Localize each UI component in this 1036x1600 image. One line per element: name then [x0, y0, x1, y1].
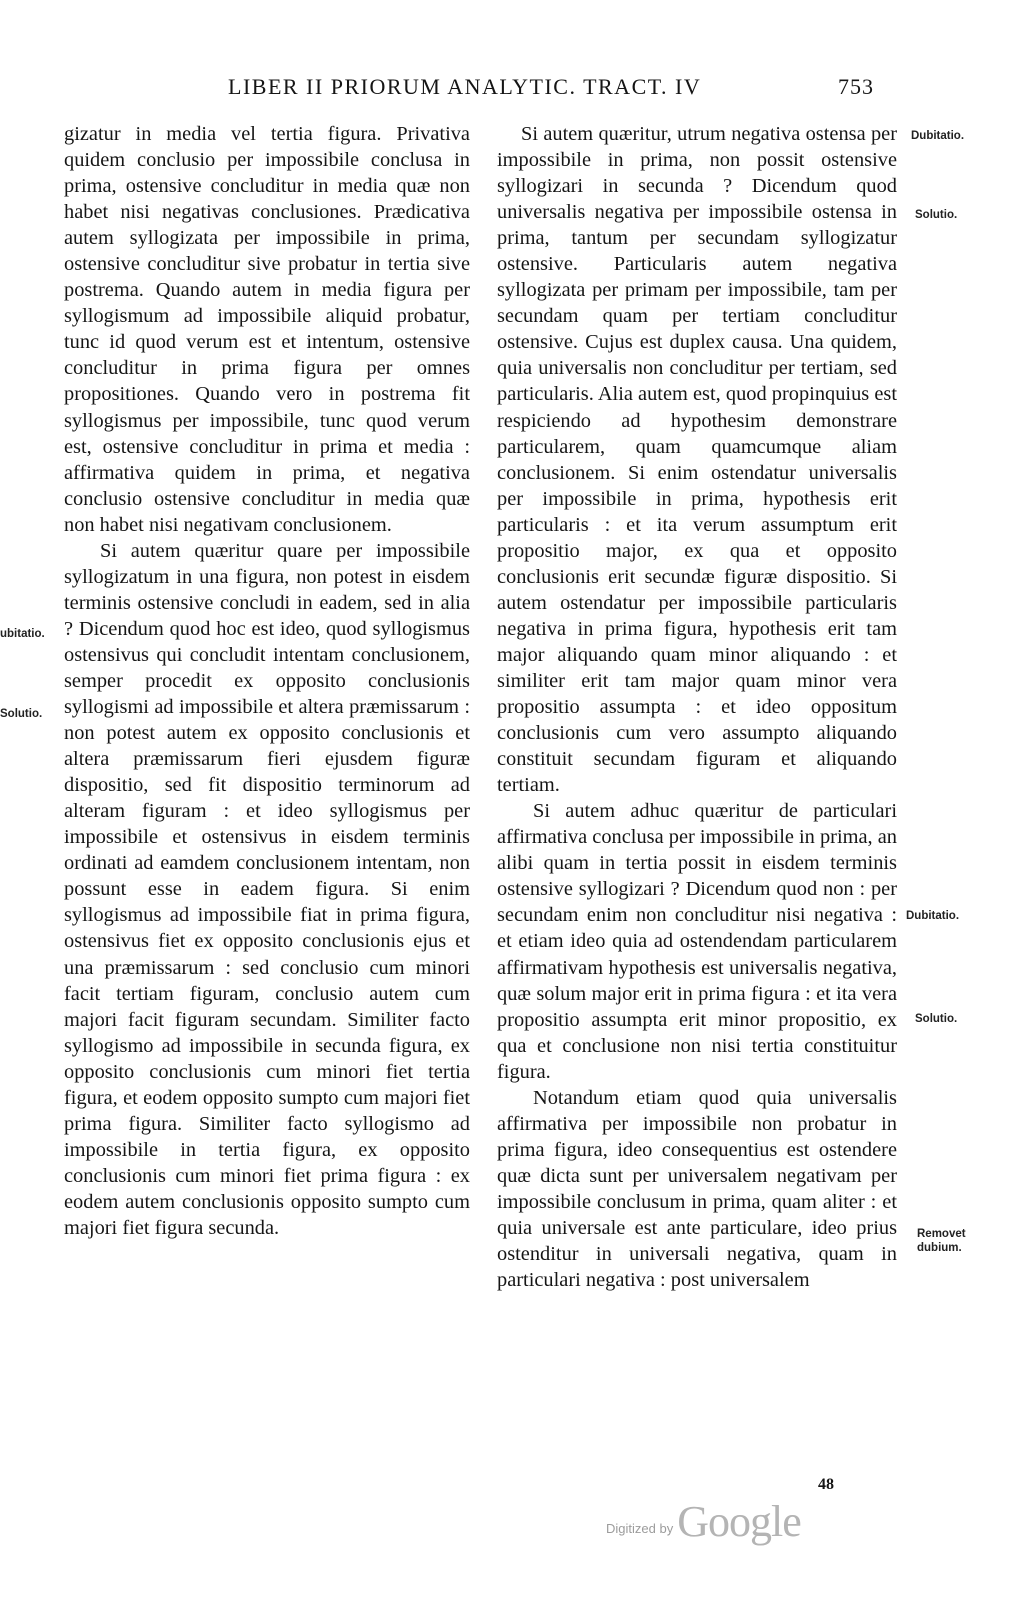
margin-note-right-solutio-2: Solutio. [915, 1013, 958, 1025]
left-paragraph-2: Si autem quæritur quare per impossibile syllogizatum in una figura, non potest in eisdem terminis ostensive concludi in eadem, sed in alia ? Dicendum quod hoc est ideo, quod syllogismus ostensivus qui concludit intentam conclusionem, semper procedit ex opposito conclusionis syllogismi ad impossibile et altera præmissarum : non potest autem ex opposito conclusionis et altera præmissarum fieri ejusdem figuræ dispositio, sed fit dispositio terminorum ad alteram figuram : et ideo syllogismus per impossibile et ostensivus in eisdem terminis ordinati ad eamdem conclusionem intentam, non possunt esse in eadem figura. Si enim syllogismus ad impossibile fiat in prima figura, ostensivus fiet ex opposito conclusionis ejus et una præmissarum : sed conclusio cum minori facit tertiam figuram, conclusio autem cum majori facit figuram secundam. Similiter facto syllogismo ad impossibile in secunda figura, ex opposito conclusionis cum minori fiet tertia figura, et eodem opposito sumpto cum majori fiet prima figura. Similiter facto syllogismo ad impossibile in tertia figura, ex opposito conclusionis cum minori fiet prima figura : ex eodem autem conclusionis opposito sumpto cum majori fiet figura secunda. [64, 539, 470, 1239]
right-paragraph-2: Si autem adhuc quæritur de particulari affirmativa conclusa per impossibile in prima, an alibi quam in tertia possit in eisdem terminis ostensive syllogizari ? Dicendum quod non : per secundam enim non concluditur nisi negativa : et etiam ideo quia ad ostendendam particularem affirmativam hypothesis est universalis negativa, quæ solum major erit in prima figura : et ita vera propositio assumpta erit minor propositio, ex qua et conclusione non nisi tertia constituitur figura. [497, 800, 897, 1083]
right-paragraph-3: Notandum etiam quod quia universalis affirmativa per impossibile non probatur in prima figura, ideo consequentius est ostendere quæ dicta sunt per universalem negativam per impossibile conclusum in prima, quam aliter : et quia universale est ante particulare, ideo prius ostenditur in universali negativa, quam in particulari negativa : post universalem [497, 1086, 897, 1292]
page-number: 753 [838, 74, 874, 99]
right-paragraph-1: Si autem quæritur, utrum negativa ostensa per impossibile in prima, non possit ostensive syllogizari in secunda ? Dicendum quod universalis negativa per impossibile ostensa in prima, tantum per secundam syllogizatur ostensive. Particularis autem negativa syllogizata per primam per impossibile, tam per secundam quam per tertiam concluditur ostensive. Cujus est duplex causa. Una quidem, quia universalis non concluditur per tertiam, sed particularis. Alia autem est, quod propinquius est respiciendo ad hypothesim demonstrare particularem, quam quamcumque aliam conclusionem. Si enim ostendatur universalis per impossibile in prima, hypothesis erit particularis : et ita verum assumptum erit propositio major, ex qua et opposito conclusionis erit secundæ figuræ dispositio. Si autem ostendatur per impossibile particularis negativa in prima figura, hypothesis erit tam major aliquando quam minor aliquando : et similiter erit tam major quam minor vera propositio assumpta : et ideo oppositum conclusionis cum vero assumpto aliquando constituit secundam figuram et aliquando tertiam. [497, 123, 897, 797]
left-paragraph-1: gizatur in media vel tertia figura. Privativa quidem conclusio per impossibile conclusa in prima, ostensive concluditur in media quæ non habet nisi negativas conclusiones. Prædicativa autem syllogizata per impossibile in prima, ostensive concluditur sive probatur in tertia sive postrema. Quando autem in media figura per syllogismum ad impossibile aliquid probatur, tunc id quod verum est et intentum, ostensive concluditur in prima figura per omnes propositiones. Quando vero in postrema fit syllogismus per impossibile, tunc quod verum est, ostensive concluditur in prima et media : affirmativa quidem in prima, et negativa conclusio ostensive concluditur in media quæ non habet nisi negativam conclusionem. [64, 123, 470, 536]
margin-note-right-dubitatio-2: Dubitatio. [906, 910, 960, 922]
margin-note-right-dubium: dubium. [917, 1242, 962, 1254]
margin-note-left-solutio: Solutio. [0, 708, 43, 720]
google-logo: Google [677, 1497, 801, 1546]
margin-note-right-solutio-1: Solutio. [915, 209, 958, 221]
margin-note-left-dubitatio: ubitatio. [0, 628, 45, 640]
running-header-title: LIBER II PRIORUM ANALYTIC. TRACT. IV [228, 74, 702, 99]
watermark-caption: Digitized by [606, 1521, 674, 1536]
signature-mark: 48 [818, 1476, 834, 1493]
left-text-column [64, 121, 470, 1241]
digitized-watermark [606, 1497, 801, 1546]
margin-note-right-dubitatio-1: Dubitatio. [911, 130, 965, 142]
margin-note-right-removet: Removet [917, 1228, 966, 1240]
right-text-column [497, 121, 897, 1293]
